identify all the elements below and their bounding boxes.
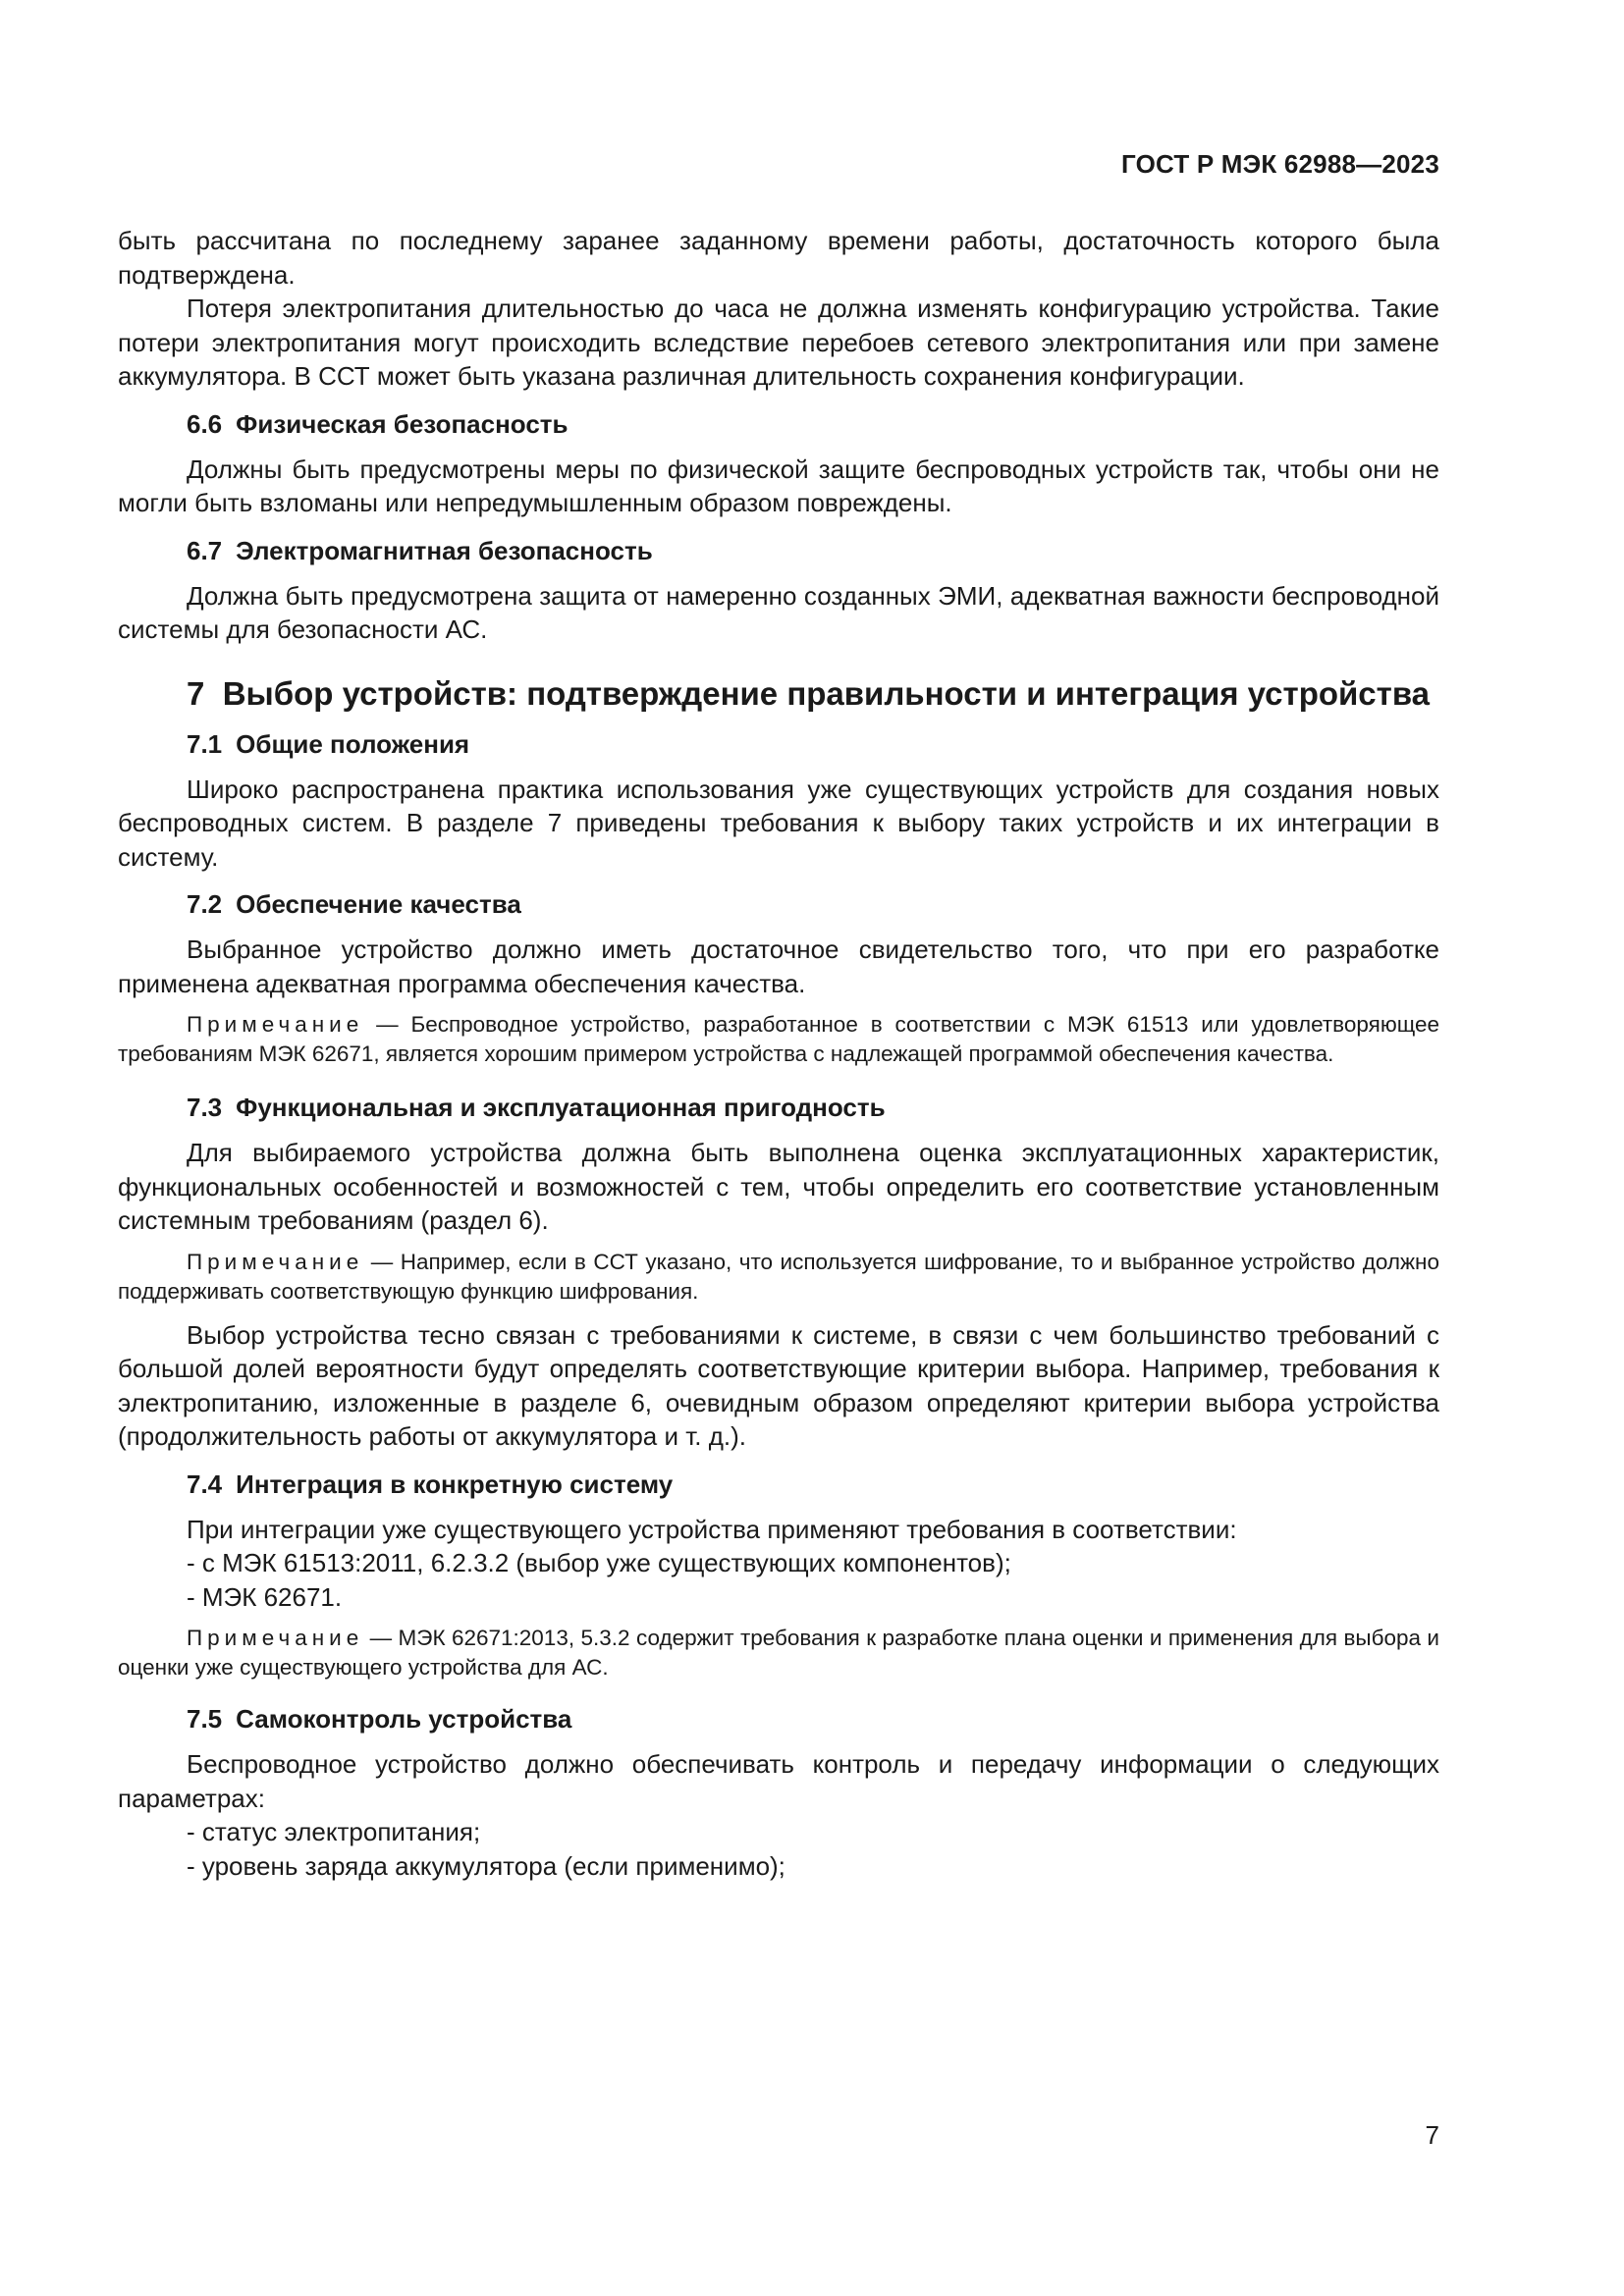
section-6-6-heading: [187, 407, 1439, 441]
section-title: Электромагнитная безопасность: [236, 535, 653, 565]
section-7-3-text-2: Выбор устройства тесно связан с требованиями к системе, в связи с чем большинство требований с большой долей вероятности будут определять соответствующие критерии выбора. Например, требования к электропитанию, изложенные в разделе 6, очевидным образом определяют критерии выбора устройства (продолжительность работы от аккумулятора и т. д.).: [118, 1319, 1439, 1451]
spacer: [118, 1307, 1439, 1318]
section-7-2-heading: [187, 887, 1439, 921]
section-7-3-heading: [187, 1091, 1439, 1124]
note-text: — МЭК 62671:2013, 5.3.2 содержит требования к разработке плана оценки и применения для выбора и оценки уже существующего устройства для АС.: [118, 1626, 1439, 1680]
section-number: 7.1: [187, 728, 223, 759]
section-title: Общие положения: [236, 728, 470, 759]
section-title: Выбор устройств: подтверждение правильности и интеграция устройства: [222, 674, 1431, 712]
section-7-3-text: Для выбираемого устройства должна быть выполнена оценка эксплуатационных характеристик, функциональных особенностей и возможностей с тем, чтобы определить его соответствие установленным системным требованиям (раздел 6).: [118, 1138, 1439, 1235]
section-number: 7.3: [187, 1093, 223, 1122]
section-7-heading: [187, 674, 1439, 714]
section-number: 7: [187, 674, 205, 712]
section-7-4-heading: [187, 1468, 1439, 1501]
section-title: Физическая безопасность: [236, 408, 568, 439]
section-6-7-heading: [187, 534, 1439, 567]
section-title: Обеспечение качества: [236, 889, 521, 919]
section-number: 7.5: [187, 1704, 223, 1734]
section-7-3-note: [118, 1248, 1439, 1307]
note-text: — Беспроводное устройство, разработанное в соответствии с МЭК 61513 или удовлетворяющее требованиям МЭК 62671, является хорошим примером устройства с надлежащей программой обеспечения качества.: [118, 1012, 1439, 1066]
paragraph-continuation: быть рассчитана по последнему заранее заданному времени работы, достаточность которого была подтверждена.: [118, 226, 1439, 290]
list-item: - МЭК 62671.: [187, 1581, 343, 1612]
list-item: - статус электропитания;: [187, 1817, 481, 1846]
section-7-1-heading: [187, 727, 1439, 761]
list-item: - уровень заряда аккумулятора (если применимо);: [187, 1850, 785, 1881]
section-number: 7.4: [187, 1468, 223, 1499]
section-title: Интеграция в конкретную систему: [236, 1468, 674, 1499]
note-text: — Например, если в ССТ указано, что используется шифрование, то и выбранное устройство должно поддерживать соответствующую функцию шифрования.: [118, 1249, 1439, 1304]
section-7-2-note: [118, 1010, 1439, 1069]
page-number: 7: [1425, 2120, 1439, 2150]
section-title: Функциональная и эксплуатационная пригодность: [236, 1093, 886, 1122]
list-item: - с МЭК 61513:2011, 6.2.3.2 (выбор уже существующих компонентов);: [187, 1548, 1011, 1577]
section-6-7-text: Должна быть предусмотрена защита от намеренно созданных ЭМИ, адекватная важности беспроводной системы для безопасности АС.: [118, 580, 1439, 644]
section-7-2-text: Выбранное устройство должно иметь достаточное свидетельство того, что при его разработке применена адекватная программа обеспечения качества.: [118, 934, 1439, 998]
section-7-4-intro: При интеграции уже существующего устройства применяют требования в соответствии:: [187, 1514, 1237, 1544]
section-7-1-text: Широко распространена практика использования уже существующих устройств для создания новых беспроводных систем. В разделе 7 приведены требования к выбору таких устройств и их интеграции в систему.: [118, 774, 1439, 872]
paragraph-power-loss: Потеря электропитания длительностью до часа не должна изменять конфигурацию устройства. Такие потери электропитания могут происходить вследствие перебоев сетевого электропитания или при замене аккумулятора. В ССТ может быть указана различная длительность сохранения конфигурации.: [118, 294, 1439, 391]
section-number: 6.7: [187, 535, 223, 565]
section-7-5-intro: Беспроводное устройство должно обеспечивать контроль и передачу информации о следующих параметрах:: [118, 1749, 1439, 1813]
section-7-4-note: [118, 1624, 1439, 1682]
section-number: 6.6: [187, 408, 223, 439]
document-body: [118, 224, 1439, 1883]
note-label: Примечание: [187, 1249, 364, 1274]
document-header-id: ГОСТ Р МЭК 62988—2023: [1120, 149, 1439, 179]
section-title: Самоконтроль устройства: [236, 1704, 572, 1734]
note-label: Примечание: [187, 1626, 364, 1650]
section-number: 7.2: [187, 889, 223, 919]
section-7-5-heading: [187, 1702, 1439, 1735]
note-label: Примечание: [187, 1012, 364, 1037]
section-6-6-text: Должны быть предусмотрены меры по физической защите беспроводных устройств так, чтобы они не могли быть взломаны или непредумышленным образом повреждены.: [118, 454, 1439, 517]
